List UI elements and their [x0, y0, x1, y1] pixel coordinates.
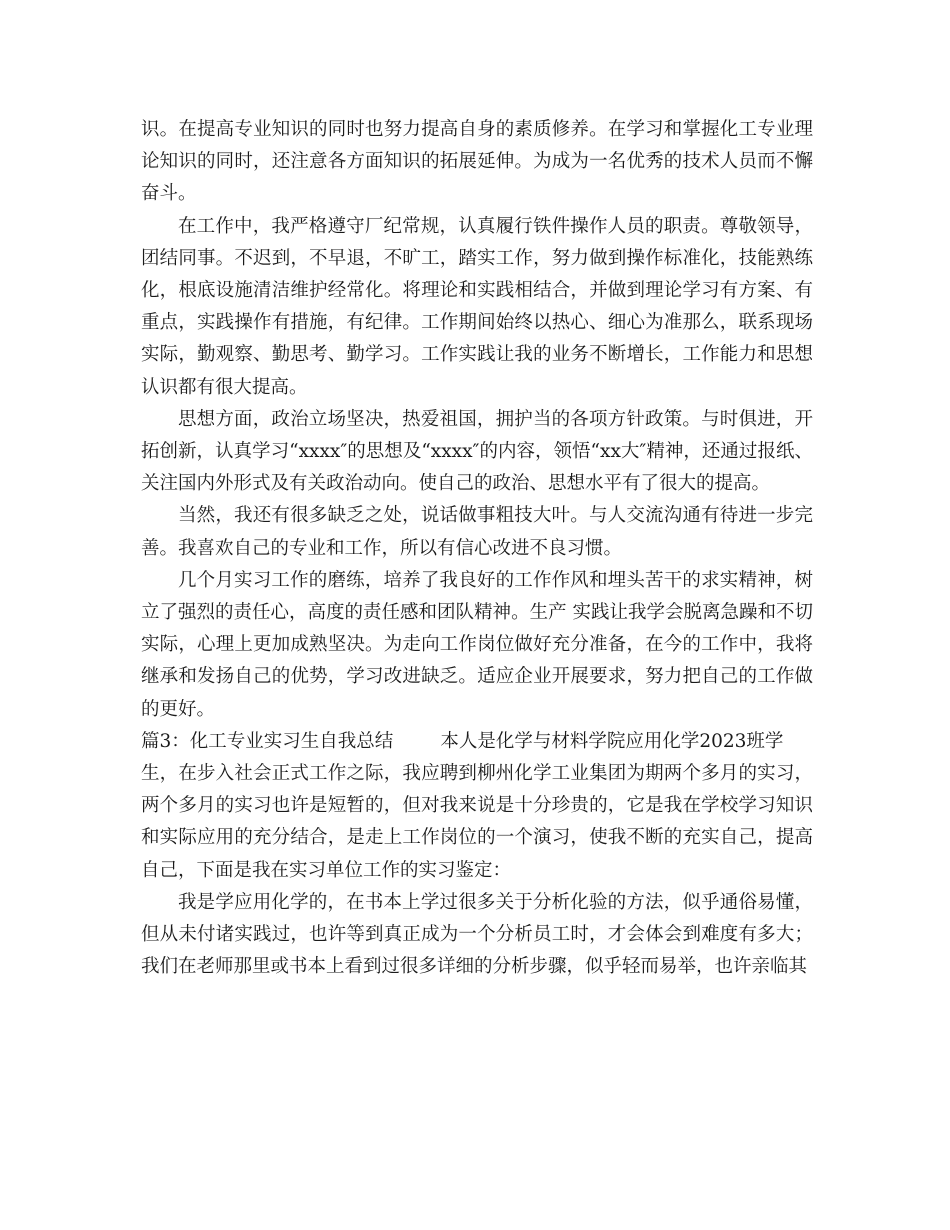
paragraph-5: 几个月实习工作的磨练，培养了我良好的工作作风和埋头苦干的求实精神，树立了强烈的责任心，高度的责任感和团队精神。生产 实践让我学会脱离急躁和不切实际，心理上更加成熟坚决。为走向工作岗位做好充分准备，在今的工作中，我将继承和发扬自己的优势，学习改进缺乏。适应企业开展要求，努力把自己的工作做的更好。 — [141, 569, 813, 720]
paragraph-2: 在工作中，我严格遵守厂纪常规，认真履行铁件操作人员的职责。尊敬领导，团结同事。不迟到，不早退，不旷工，踏实工作，努力做到操作标准化，技能熟练化，根底设施清洁维护经常化。将理论和实践相结合，并做到理论学习有方案、有重点，实践操作有措施，有纪律。工作期间始终以热心、细心为准那么，联系现场实际，勤观察、勤思考、勤学习。工作实践让我的业务不断增长，工作能力和思想认识都有很大提高。 — [141, 215, 813, 398]
paragraph-7: 生，在步入社会正式工作之际，我应聘到柳州化学工业集团为期两个多月的实习，两个多月的实习也许是短暂的，但对我来说是十分珍贵的，它是我在学校学习知识和实际应用的充分结合，是走上工作岗位的一个演习，使我不断的充实自己，提高自己，下面是我在实习单位工作的实习鉴定： — [141, 763, 813, 881]
section-heading-line: 篇3：化工专业实习生自我总结 本人是化学与材料学院应用化学2023班学 — [141, 730, 784, 752]
document-page — [141, 114, 813, 983]
paragraph-4: 当然，我还有很多缺乏之处，说话做事粗技大叶。与人交流沟通有待进一步完善。我喜欢自己的专业和工作，所以有信心改进不良习惯。 — [141, 505, 813, 559]
paragraph-3: 思想方面，政治立场坚决，热爱祖国，拥护当的各项方针政策。与时俱进，开拓创新，认真学习“xxxx″的思想及“xxxx″的内容，领悟“xx大″精神，还通过报纸、关注国内外形式及有关政治动向。使自己的政治、思想水平有了很大的提高。 — [141, 408, 813, 495]
paragraph-8: 我是学应用化学的，在书本上学过很多关于分析化验的方法，似乎通俗易懂，但从未付诸实践过，也许等到真正成为一个分析员工时，才会体会到难度有多大；我们在老师那里或书本上看到过很多详细的分析步骤，似乎轻而易举，也许亲临其 — [141, 891, 813, 978]
paragraph-1: 识。在提高专业知识的同时也努力提高自身的素质修养。在学习和掌握化工专业理论知识的同时，还注意各方面知识的拓展延伸。为成为一名优秀的技术人员而不懈奋斗。 — [141, 119, 813, 205]
